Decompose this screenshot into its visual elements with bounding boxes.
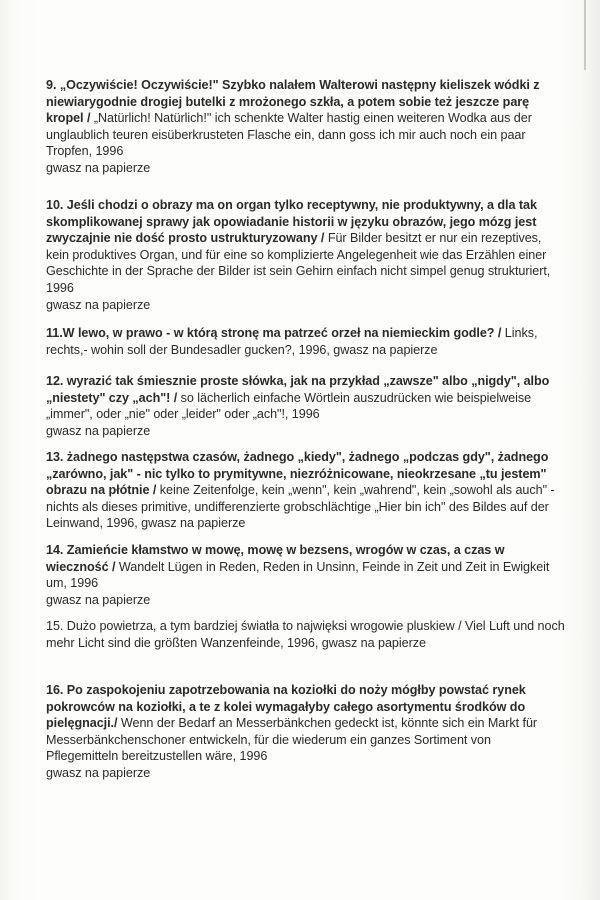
entry-technique: gwasz na papierze [46,765,151,780]
entry-14 [46,542,566,608]
entry-polish-title: 16. Po zaspokojeniu zapotrzebowania na koziołki do noży mógłby powstać rynek pokrowców na koziołki, a te z kolei wymagałyby całego asortymentu środków do pielęgnacji./ [46,683,526,731]
entry-german-title: Für Bilder besitzt er nur ein rezeptives, kein produktives Organ, und für eine so komplizierte Angelegenheit wie das Erzählen einer Geschichte in der Sprache der Bilder ist sein Gehirn einfach nicht simpel genug strukturiert, 1996 [46,231,551,295]
entry-german-title: „Natürlich! Natürlich!" ich schenkte Walter hastig einen weiteren Wodka aus der unglaublich teuren eisüberkrusteten Flasche ein, dann goss ich mir auch noch ein paar Tropfen, 1996 [46,111,532,159]
entry-technique: gwasz na papierze [46,160,151,175]
entry-15 [46,618,566,651]
entry-polish-title: 12. wyrazić tak śmiesznie proste słówka, jak na przykład „zawsze" albo „nigdy", albo „niestety" czy „ach"! / [46,374,550,405]
entry-11 [46,325,566,358]
entry-polish-title: 14. Zamieńcie kłamstwo w mowę, mowę w bezsens, wrogów w czas, a czas w wieczność / [46,543,505,574]
entry-polish-title: 13. żadnego następstwa czasów, żadnego „kiedy", żadnego „podczas gdy", żadnego „zarówno, jak" - nic tylko to prymitywne, niezróżnicowane, nieokrzesane „tu jestem" obrazu na płótnie / [46,450,549,498]
entry-polish-title: 9. „Oczywiście! Oczywiście!" Szybko nalałem Walterowi następny kieliszek wódki z niewiarygodnie drogiej butelki z mrożonego szkła, a potem sobie też jeszcze parę kropel / [46,78,540,126]
entry-technique: gwasz na papierze [46,592,151,607]
entry-polish-title: 11.W lewo, w prawo - w którą stronę ma patrzeć orzeł na niemieckim godle? / [46,326,502,340]
entry-16 [46,682,566,782]
entry-german-title: Wenn der Bedarf an Messerbänkchen gedeckt ist, könnte sich ein Markt für Messerbänkchenschoner entwickeln, für die wiederum ein ganzes Sortiment von Pflegemitteln bereitzustellen wäre, 1996 [46,716,538,764]
entry-german-title: keine Zeitenfolge, kein „wenn", kein „wahrend", kein „sowohl als auch" - nichts als dieses primitive, undifferenzierte grobschlächtige „Hier bin ich" des Bildes auf der Leinwand, 1996, gwasz na papierze [46,483,555,531]
entry-title: 15. Dużo powietrza, a tym bardziej światła to najwięksi wrogowie pluskiew / Viel Luft und noch mehr Licht sind die größten Wanzenfeinde, 1996, gwasz na papierze [46,619,565,650]
entry-technique: gwasz na papierze [46,297,151,312]
entry-german-title: so lächerlich einfache Wörtlein auszudrücken wie beispielweise „immer", oder „nie" oder „leider" oder „ach"!, 1996 [46,390,532,422]
entry-technique: gwasz na papierze [46,423,151,438]
scan-edge-mark [584,0,586,70]
entry-12 [46,373,566,439]
entry-german-title: Wandelt Lügen in Reden, Reden in Unsinn, Feinde in Zeit und Zeit in Ewigkeit um, 1996 [46,559,550,591]
entry-13 [46,449,566,532]
entry-german-title: Links, rechts,- wohin soll der Bundesadler gucken?, 1996, gwasz na papierze [46,326,538,357]
entry-9 [46,77,566,177]
entry-polish-title: 10. Jeśli chodzi o obrazy ma on organ tylko receptywny, nie produktywny, a dla tak skomplikowanej sprawy jak opowiadanie historii w języku obrazów, jego mózg jest zwyczajnie nie dość prosto ustrukturyzowany / [46,198,537,246]
entry-10 [46,197,566,313]
